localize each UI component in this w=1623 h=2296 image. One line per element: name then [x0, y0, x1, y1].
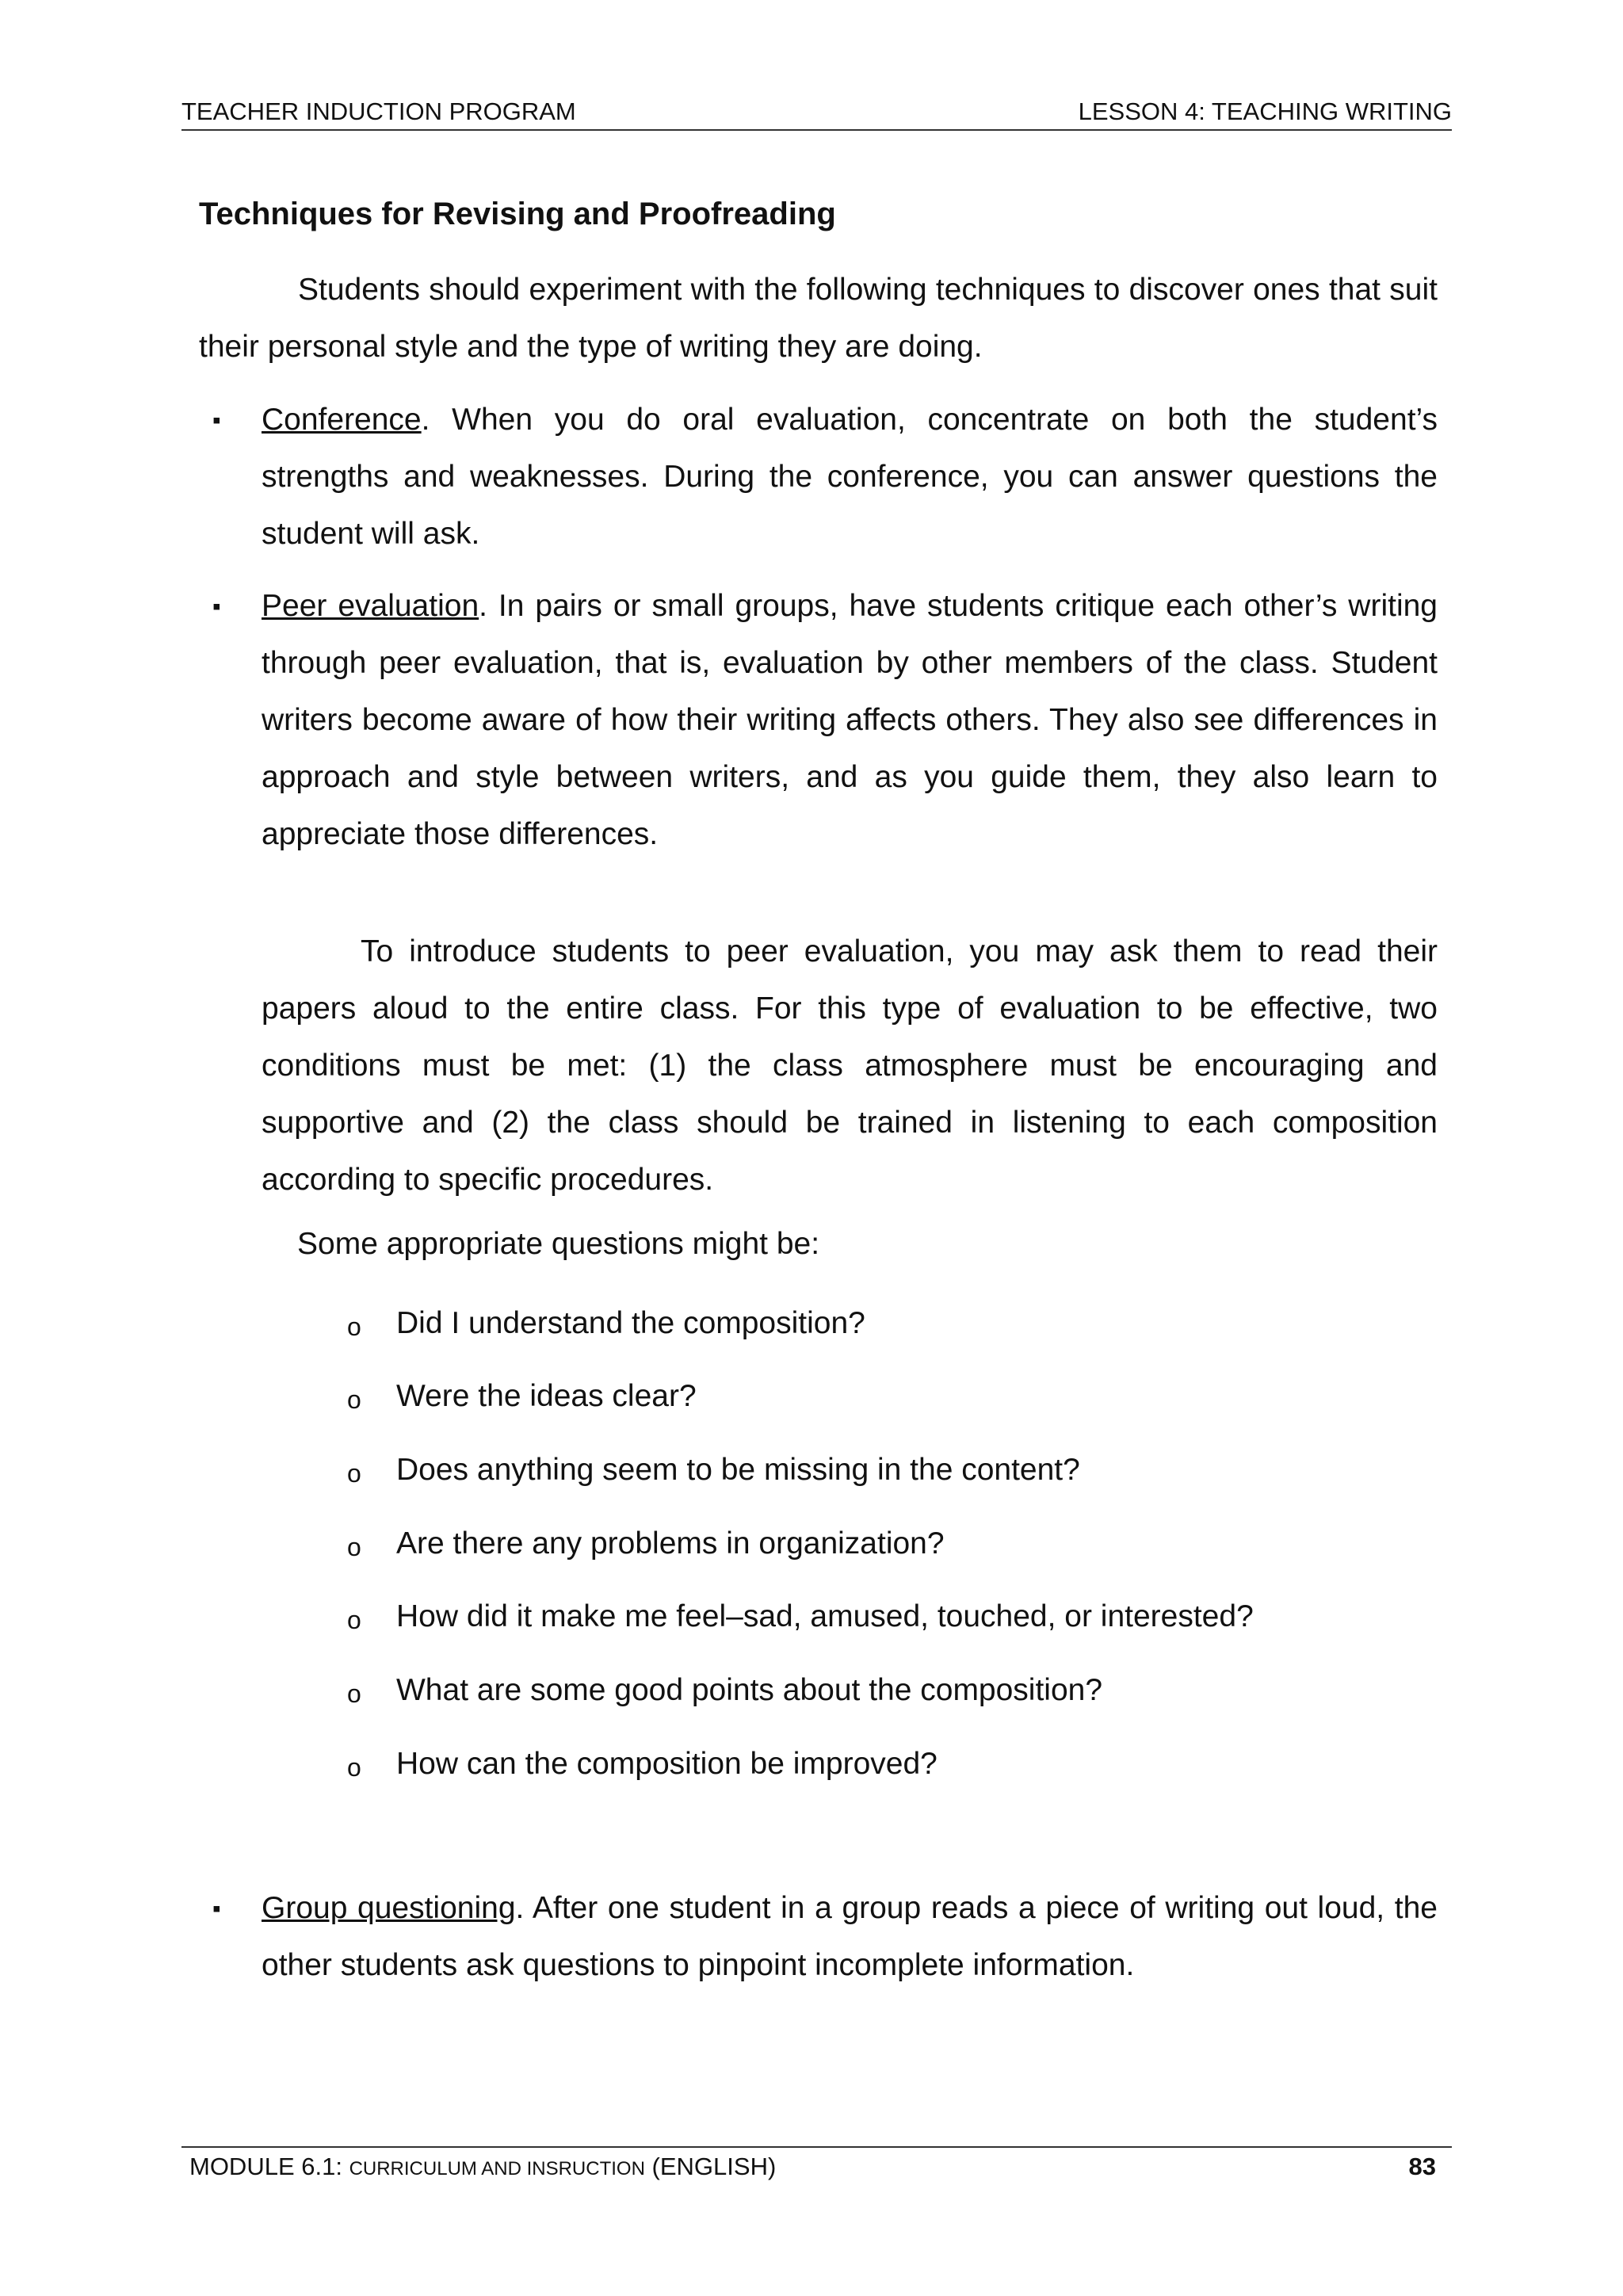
circle-bullet-icon: o	[347, 1385, 361, 1414]
peer-evaluation-paragraph	[262, 578, 1438, 863]
bullet-square-icon: ▪	[212, 1896, 221, 1922]
group-questioning-term: Group questioning	[262, 1891, 516, 1925]
page-header	[181, 94, 1452, 131]
intro-paragraph: Students should experiment with the following techniques to discover ones that suit their personal style and the type of writing they are doing.	[199, 273, 1438, 364]
peer-intro-paragraph: To introduce students to peer evaluation, you may ask them to read their papers aloud to the entire class. For this type of evaluation to be effective, two conditions must be met: (1) the class atmosphere must be encouraging and supportive and (2) the class should be trained in listening to each composition according to specific procedures.	[262, 934, 1438, 1197]
peer-evaluation-text: . In pairs or small groups, have students critique each other’s writing through peer evaluation, that is, evaluation by other members of the class. Student writers become aware of how their writing affects others. They also see differences in approach and style between writers, and as you guide them, they also learn to appreciate those differences.	[262, 589, 1438, 851]
page-number: 83	[1408, 2153, 1436, 2180]
footer-module: MODULE 6.1: CURRICULUM AND INSRUCTION (ENGLISH)	[189, 2153, 777, 2180]
circle-bullet-icon: o	[347, 1606, 361, 1634]
group-questioning-text: . After one student in a group reads a piece of writing out loud, the other students ask questions to pinpoint incomplete information.	[262, 1891, 1438, 1982]
header-program-title: TEACHER INDUCTION PROGRAM	[181, 97, 576, 125]
conference-paragraph	[262, 392, 1438, 563]
circle-bullet-icon: o	[347, 1679, 361, 1708]
conference-text: . When you do oral evaluation, concentrate on both the student’s strengths and weaknesses. During the conference, you can answer questions the student will ask.	[262, 403, 1438, 551]
circle-bullet-icon: o	[347, 1459, 361, 1488]
header-lesson-title: LESSON 4: TEACHING WRITING	[1078, 97, 1452, 125]
circle-bullet-icon: o	[347, 1753, 361, 1782]
group-questioning-paragraph	[262, 1880, 1438, 1994]
bullet-square-icon: ▪	[212, 594, 221, 620]
bullet-square-icon: ▪	[212, 407, 221, 434]
conference-term: Conference	[262, 403, 422, 437]
circle-bullet-icon: o	[347, 1533, 361, 1561]
page-footer	[181, 2146, 1452, 2184]
section-title: Techniques for Revising and Proofreading	[199, 197, 836, 231]
questions-lead: Some appropriate questions might be:	[297, 1227, 820, 1261]
peer-evaluation-term: Peer evaluation	[262, 589, 479, 623]
circle-bullet-icon: o	[347, 1312, 361, 1341]
